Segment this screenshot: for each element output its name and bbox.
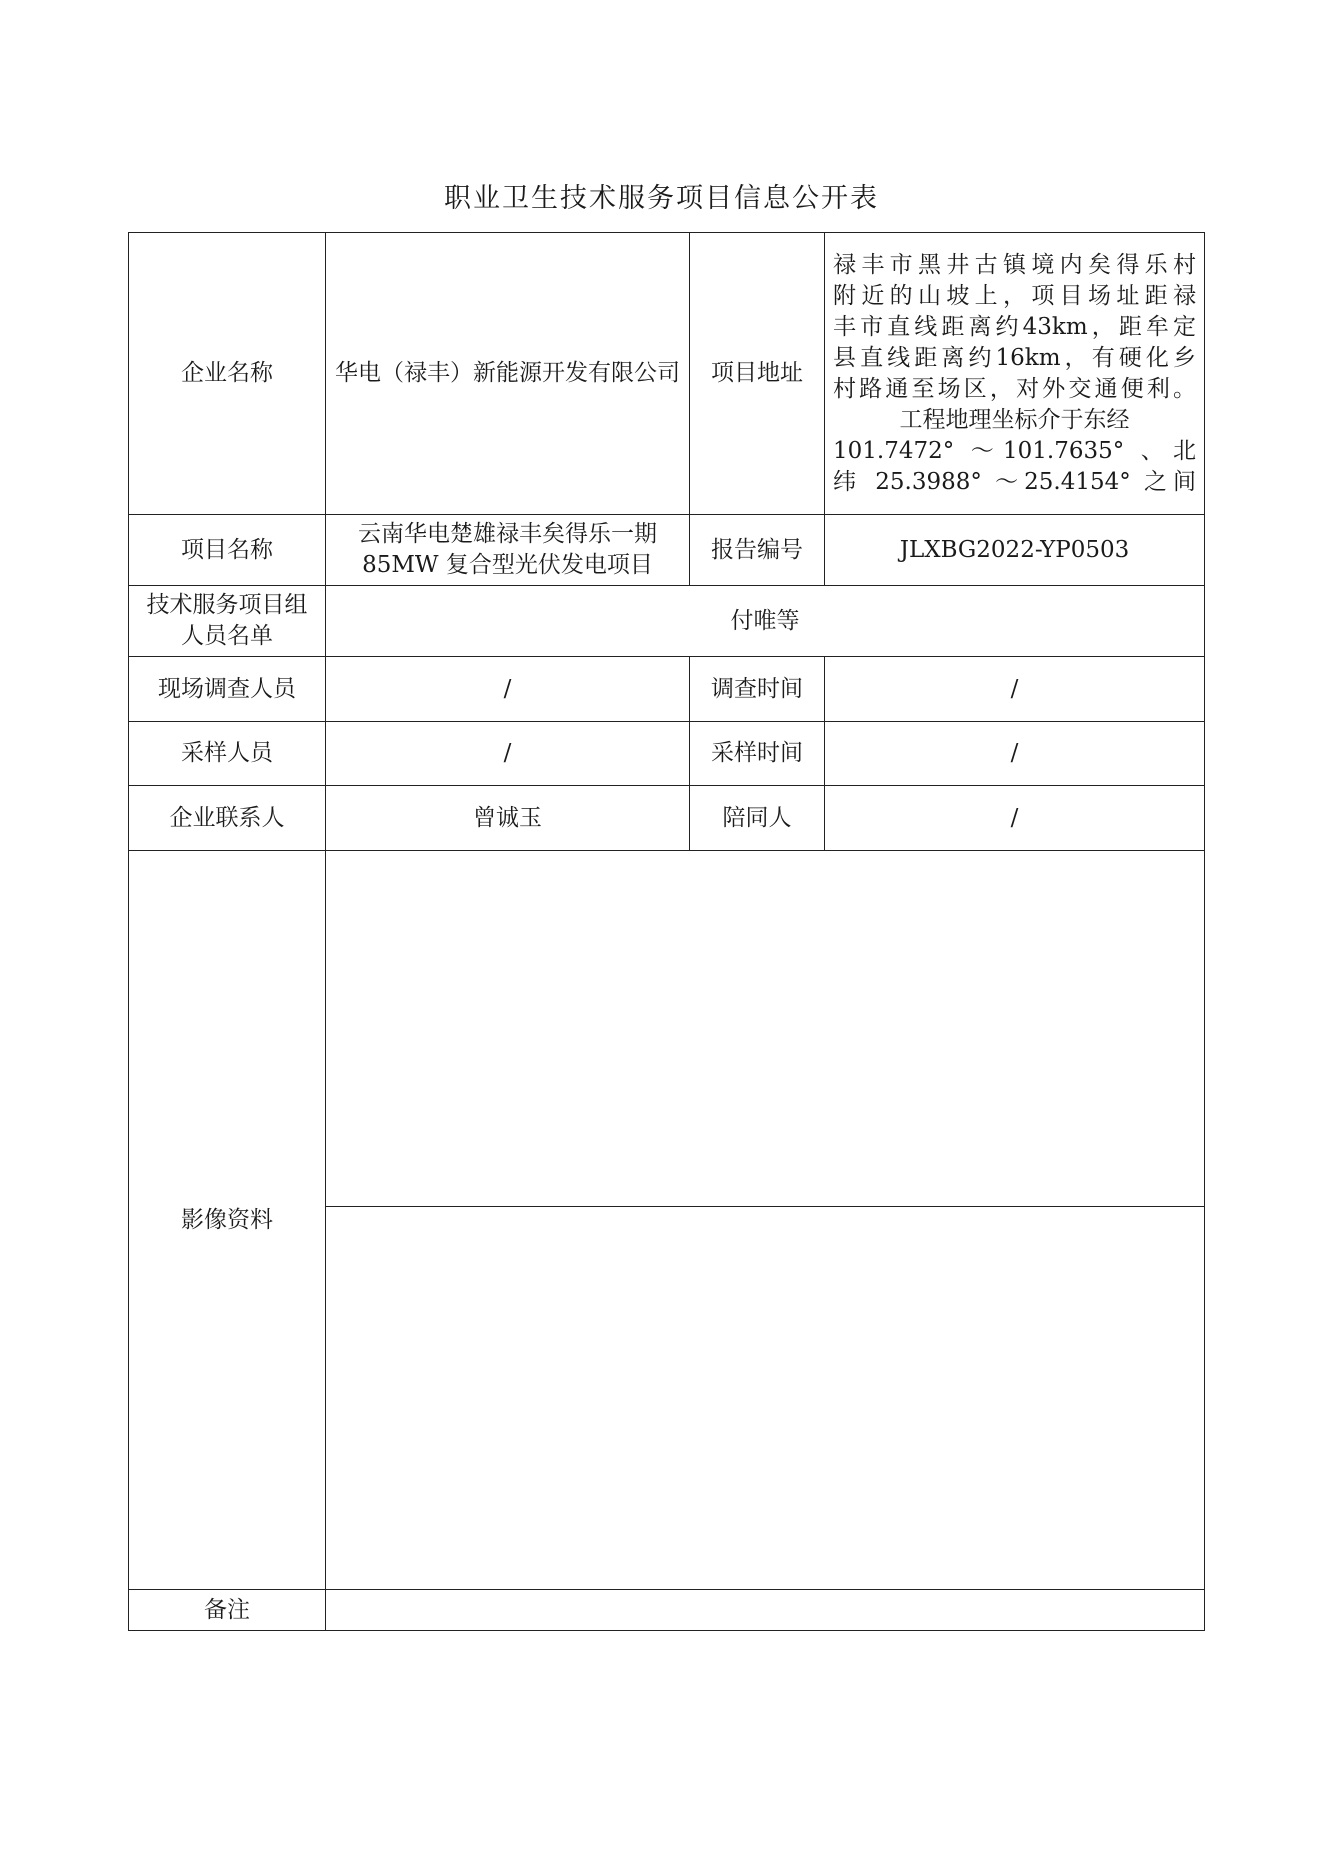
project-name-value: 云南华电楚雄禄丰矣得乐一期 85MW 复合型光伏发电项目 <box>326 515 690 586</box>
address-line: 禄丰市黑井古镇境内矣得乐村 <box>833 251 1196 278</box>
sampling-time-label: 采样时间 <box>690 722 825 786</box>
image-slot-1 <box>326 851 1205 1207</box>
remarks-value <box>326 1590 1205 1631</box>
sampling-time-value: / <box>825 722 1205 786</box>
address-line: 丰市直线距离约43km，距牟定 <box>833 313 1196 340</box>
row-contact <box>129 786 1205 851</box>
info-table <box>128 232 1205 1631</box>
row-company <box>129 233 1205 515</box>
report-number-value: JLXBG2022-YP0503 <box>825 515 1205 586</box>
survey-time-value: / <box>825 657 1205 722</box>
address-line: 工程地理坐标介于东经 <box>899 406 1130 433</box>
row-images-top <box>129 851 1205 1207</box>
survey-time-label: 调查时间 <box>690 657 825 722</box>
company-contact-label: 企业联系人 <box>129 786 326 851</box>
row-remarks <box>129 1590 1205 1631</box>
team-members-value: 付唯等 <box>326 586 1205 657</box>
team-members-label: 技术服务项目组人员名单 <box>129 586 326 657</box>
project-address-value <box>825 233 1205 515</box>
escort-value: / <box>825 786 1205 851</box>
company-name-label: 企业名称 <box>129 233 326 515</box>
address-line: 纬 25.3988° ～25.4154° 之间 <box>833 468 1196 495</box>
row-team <box>129 586 1205 657</box>
image-slot-2 <box>326 1207 1205 1590</box>
project-name-label: 项目名称 <box>129 515 326 586</box>
sampling-staff-value: / <box>326 722 690 786</box>
images-label: 影像资料 <box>129 851 326 1590</box>
row-survey <box>129 657 1205 722</box>
row-project <box>129 515 1205 586</box>
company-contact-value: 曾诚玉 <box>326 786 690 851</box>
site-survey-staff-value: / <box>326 657 690 722</box>
row-sampling <box>129 722 1205 786</box>
escort-label: 陪同人 <box>690 786 825 851</box>
remarks-label: 备注 <box>129 1590 326 1631</box>
address-line: 附近的山坡上，项目场址距禄 <box>833 282 1196 309</box>
address-line: 县直线距离约16km，有硬化乡 <box>833 344 1196 371</box>
address-line: 101.7472° ～101.7635° 、北 <box>833 437 1196 464</box>
page-title: 职业卫生技术服务项目信息公开表 <box>444 183 879 214</box>
sampling-staff-label: 采样人员 <box>129 722 326 786</box>
company-name-value: 华电（禄丰）新能源开发有限公司 <box>326 233 690 515</box>
report-number-label: 报告编号 <box>690 515 825 586</box>
address-line: 村路通至场区，对外交通便利。 <box>833 375 1196 402</box>
project-address-label: 项目地址 <box>690 233 825 515</box>
site-survey-staff-label: 现场调查人员 <box>129 657 326 722</box>
